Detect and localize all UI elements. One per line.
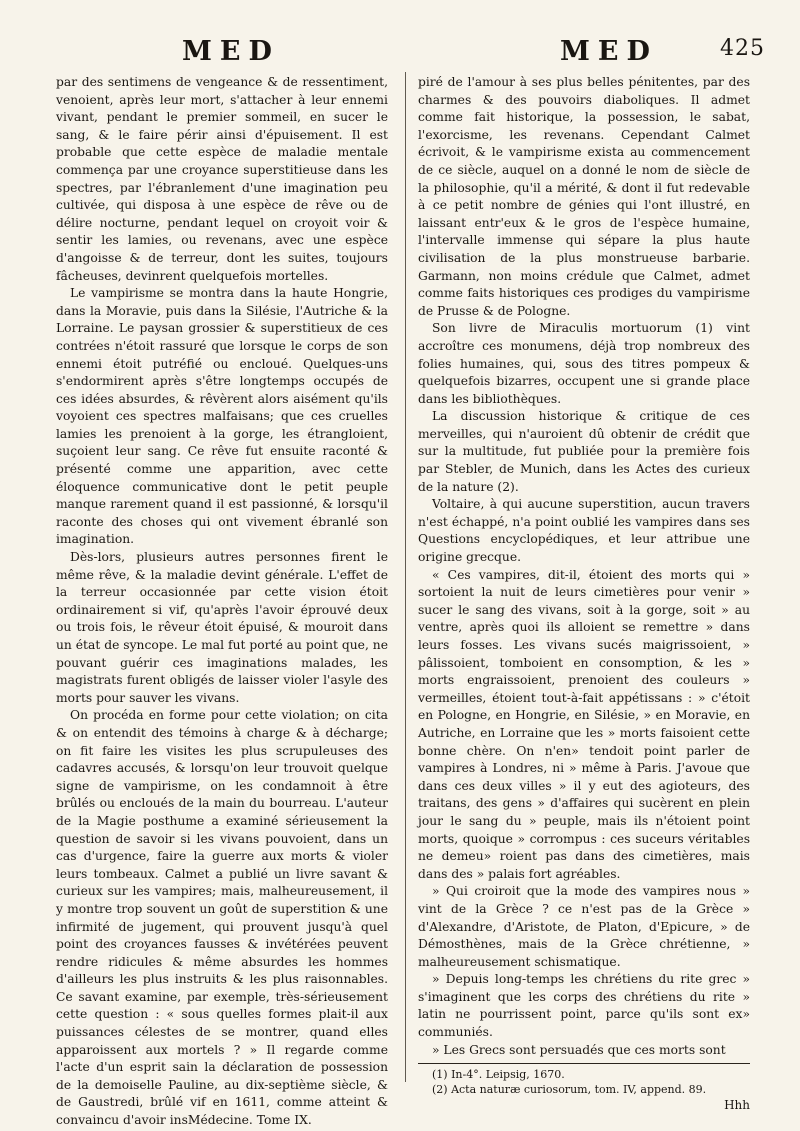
quotation: » Depuis long-temps les chrétiens du rite grec » s'imaginent que les corps des chrétiens du rite » latin ne pourrissent point, parce qu'ils sont ex» communiés.	[418, 972, 750, 1040]
page-number: 425	[720, 36, 765, 61]
running-head-left: MED	[182, 36, 280, 67]
quotation: » Les Grecs sont persuadés que ces morts sont	[432, 1042, 726, 1057]
paragraph: Voltaire, à qui aucune superstition, aucun travers n'est échappé, n'a point oublié les vampires dans ses Questions encyclopédiques, et leur attribue une origine grecque.	[418, 497, 750, 565]
running-head-right: MED	[560, 36, 658, 67]
paragraph: On procéda en forme pour cette violation; on cita & on entendit des témoins à charge & à décharge; on fit faire les visites les plus scrupuleuses des cadavres accusés, & lorsqu'on leur trouvoit quelque signe de vampirisme, on les condamnoit à être brûlés ou encloués de la main du bourreau. L'auteur de la Magie posthume a examiné sérieusement la question de savoir si les vivans pouvoient, dans un cas d'urgence, faire la guerre aux morts & violer leurs tombeaux. Calmet a publié un livre savant & curieux sur les vampires; mais, malheureusement, il y montre trop souvent un goût de superstition & une infirmité de jugement, qui prouvent jusqu'à quel point des croyances fausses & invétérées peuvent rendre ridicules & même absurdes les hommes d'ailleurs les plus instruits & les plus raisonnables. Ce savant examine, par exemple, très-sérieusement cette question : « sous quelles formes plait-il aux puissances célestes de se montrer, quand elles apparoissent aux mortels ? » Il regarde comme l'acte d'un esprit sain la déclaration de possession de la demoiselle Pauline, au dix-septième siècle, & de Gaustredi, brûlé vif en 1611, comme atteint & convaincu d'avoir insMédecine. Tome IX.	[56, 708, 388, 1128]
footnote: (2) Acta naturæ curiosorum, tom. IV, append. 89.	[432, 1083, 707, 1097]
paragraph: Son livre de Miraculis mortuorum (1) vint accroître ces monumens, déjà trop nombreux des folies humaines, qui, sous des titres pompeux & quelquefois bizarres, occupent une si grande place dans les bibliothèques.	[418, 321, 750, 406]
quotation: « Ces vampires, dit-il, étoient des morts qui » sortoient la nuit de leurs cimetières pour venir » sucer le sang des vivans, soit à la gorge, soit » au ventre, après quoi ils alloient se remettre » dans leurs fosses. Les vivans sucés maigrissoient, » pâlissoient, tomboient en consomption, & les » morts engraissoient, prenoient des couleurs » vermeilles, étoient tout-à-fait appétissans : » c'étoit en Pologne, en Hongrie, en Silésie, » en Moravie, en Autriche, en Lorraine que les » morts faisoient cette bonne chère. On n'en» tendoit point parler de vampires à Londres, ni » même à Paris. J'avoue que dans ces deux villes » il y eut des agioteurs, des traitans, des gens » d'affaires qui sucèrent en plein jour le sang du » peuple, mais ils n'étoient point morts, quoique » corrompus : ces suceurs véritables ne demeu» roient pas dans des cimetières, mais dans des » palais fort agréables.	[418, 567, 750, 881]
footnote-rule	[418, 1063, 750, 1064]
paragraph: La discussion historique & critique de ces merveilles, qui n'auroient dû obtenir de crédit que sur la multitude, fut publiée pour la première fois par Stebler, de Munich, dans les Actes des curieux de la nature (2).	[418, 409, 750, 494]
paragraph: Dès-lors, plusieurs autres personnes firent le même rêve, & la maladie devint générale. L'effet de la terreur occasionnée par cette vision étoit ordinairement si vif, qu'après l'avoir éprouvé deux ou trois fois, le rêveur étoit épuisé, & mouroit dans un état de syncope. Le mal fut porté au point que, ne pouvant guérir ces imaginations malades, les magistrats furent obligés de laisser violer l'asyle des morts pour sauver les vivans.	[56, 550, 388, 705]
paragraph: Le vampirisme se montra dans la haute Hongrie, dans la Moravie, puis dans la Silésie, l'Autriche & la Lorraine. Le paysan grossier & superstitieux de ces contrées n'étoit rassuré que lorsque le corps de son ennemi étoit putréfié ou encloué. Quelques-uns s'endormirent après s'être longtemps occupés de ces idées absurdes, & rêvèrent alors aisément qu'ils voyoient ces spectres malfaisans; que ces cruelles lamies les prenoient à la gorge, les étrangloient, suçoient leur sang. Ce rêve fut ensuite raconté & présenté comme une apparition, avec cette éloquence communicative dont le petit peuple manque rarement quand il est passionné, & lorsqu'il raconte des choses qui ont vivement ébranlé son imagination.	[56, 286, 388, 547]
footnote: (1) In-4°. Leipsig, 1670.	[432, 1068, 565, 1082]
quotation: » Qui croiroit que la mode des vampires nous » vint de la Grèce ? ce n'est pas de la Grèce » d'Alexandre, d'Aristote, de Platon, d'Epicure, » de Démosthènes, mais de la Grèce chrétienne, » malheureusement schismatique.	[418, 884, 750, 969]
left-column	[56, 74, 388, 1130]
paragraph: piré de l'amour à ses plus belles pénitentes, par des charmes & des pouvoirs diaboliques. Il admet comme fait historique, la possession, le sabat, l'exorcisme, les revenans. Cependant Calmet écrivoit, & le vampirisme exista au commencement de ce siècle, auquel on a donné le nom de siècle de la philosophie, qu'il a mérité, & dont il fut redevable à ce petit nombre de génies qui l'ont illustré, en laissant entr'eux & le gros de l'espèce humaine, l'intervalle immense qui sépare la plus haute civilisation de la plus monstrueuse barbarie. Garmann, non moins crédule que Calmet, admet comme faits historiques ces prodiges du vampirisme de Prusse & de Pologne.	[418, 75, 750, 318]
signature-mark: Hhh	[724, 1098, 750, 1113]
right-column	[418, 74, 750, 1115]
paragraph: par des sentimens de vengeance & de ressentiment, venoient, après leur mort, s'attacher à leur ennemi vivant, pendant le premier sommeil, en sucer le sang, & le faire périr ainsi d'épuisement. Il est probable que cette espèce de maladie mentale commença par une croyance superstitieuse dans les spectres, par l'ébranlement d'une imagination peu cultivée, qui disposa à une espèce de rêve ou de délire nocturne, pendant lequel on croyoit voir & sentir les lamies, ou revenans, avec une espèce d'angoisse & de terreur, dont les suites, toujours fâcheuses, devinrent quelquefois mortelles.	[56, 75, 388, 283]
column-divider	[405, 72, 406, 1082]
